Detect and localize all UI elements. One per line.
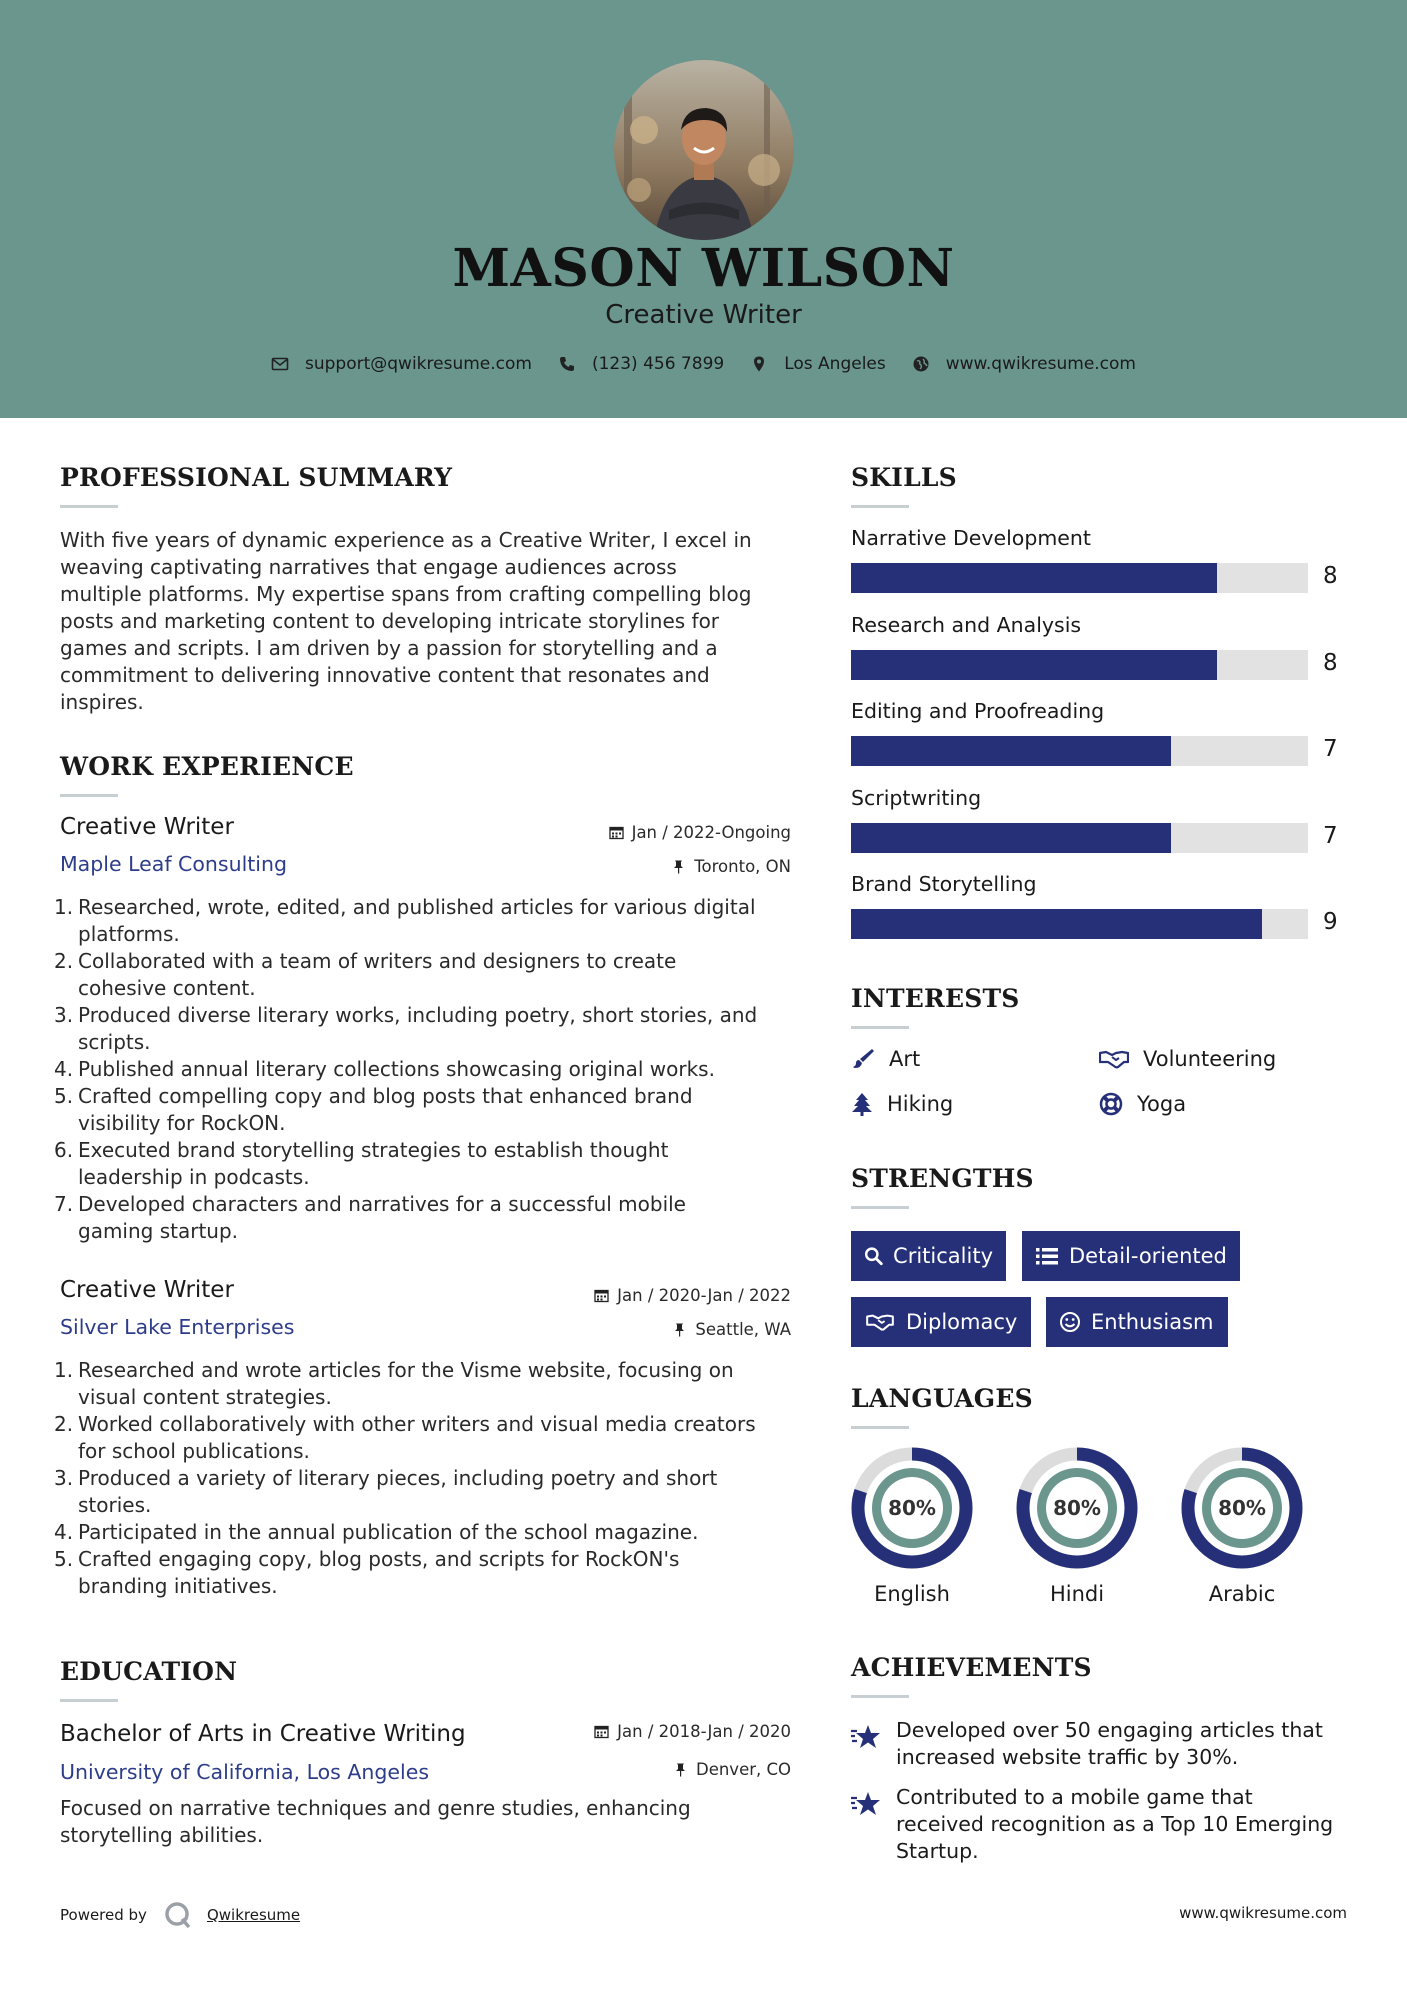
map-pin-icon — [750, 355, 768, 373]
company-name[interactable]: Silver Lake Enterprises — [60, 1315, 295, 1339]
education-line: Focused on narrative techniques and genre studies, enhancing — [60, 1796, 691, 1820]
skill-value: 7 — [1323, 736, 1338, 762]
list-item: 4. Published annual literary collections showcasing original works. — [54, 1057, 715, 1081]
job-dates-text: Jan / 2022-Ongoing — [631, 823, 791, 842]
contact-email[interactable] — [271, 354, 532, 374]
summary-line: games and scripts. I am driven by a passion for storytelling and a — [60, 636, 718, 660]
education-dates — [500, 1722, 791, 1741]
strength-label: Detail-oriented — [1069, 1244, 1227, 1268]
phone-text: (123) 456 7899 — [591, 354, 725, 374]
email-text: support@qwikresume.com — [305, 354, 532, 374]
job-location-text: Seattle, WA — [695, 1320, 791, 1339]
achievement-line: increased website traffic by 30%. — [896, 1745, 1239, 1769]
experience-heading: WORK EXPERIENCE — [60, 752, 354, 781]
interest-label: Volunteering — [1143, 1047, 1277, 1071]
contact-website[interactable] — [912, 354, 1136, 374]
website-text: www.qwikresume.com — [945, 354, 1136, 374]
job-location — [500, 857, 791, 876]
pushpin-icon — [672, 1322, 687, 1337]
calendar-icon — [594, 1724, 609, 1739]
skill-bar-fill — [851, 650, 1217, 680]
strength-label: Diplomacy — [906, 1310, 1018, 1334]
handshake-icon — [864, 1311, 896, 1333]
language-percent: 80% — [1053, 1496, 1101, 1520]
interests-heading: INTERESTS — [851, 984, 1020, 1013]
list-item: 5. Crafted compelling copy and blog posts that enhanced brand visibility for RockON. — [54, 1084, 693, 1135]
strength-tag — [851, 1231, 1006, 1281]
job-title: Creative Writer — [60, 814, 234, 840]
strengths-heading: STRENGTHS — [851, 1164, 1034, 1193]
job-dates-text: Jan / 2020-Jan / 2022 — [617, 1286, 791, 1305]
skill-name: Research and Analysis — [851, 612, 1082, 637]
list-item: 2. Worked collaboratively with other writers and visual media creators for school publications. — [54, 1412, 756, 1463]
strength-tag — [851, 1297, 1031, 1347]
summary-heading: PROFESSIONAL SUMMARY — [60, 463, 453, 492]
interest-label: Art — [889, 1047, 921, 1071]
calendar-icon — [594, 1288, 609, 1303]
interests-underline — [851, 1026, 909, 1029]
interest-item — [851, 1092, 953, 1116]
job-responsibilities — [54, 894, 805, 1245]
envelope-icon — [271, 355, 289, 373]
list-item: 7. Developed characters and narratives for a successful mobile gaming startup. — [54, 1192, 686, 1243]
interest-item — [1099, 1092, 1186, 1116]
skill-bar-track — [851, 736, 1308, 766]
skill-bar-fill — [851, 736, 1171, 766]
list-item: 6. Executed brand storytelling strategies to establish thought leadership in podcasts. — [54, 1138, 669, 1189]
skill-bar-track — [851, 823, 1308, 853]
summary-line: multiple platforms. My expertise spans from crafting compelling blog — [60, 582, 752, 606]
summary-underline — [60, 505, 118, 508]
education-heading: EDUCATION — [60, 1657, 238, 1686]
language-ring — [851, 1447, 973, 1569]
experience-underline — [60, 794, 118, 797]
skill-value: 9 — [1323, 909, 1338, 935]
summary-text — [60, 527, 800, 716]
achievement-line: Developed over 50 engaging articles that — [896, 1718, 1323, 1742]
location-text: Los Angeles — [784, 354, 886, 374]
job-location — [500, 1320, 791, 1339]
skill-value: 8 — [1323, 563, 1338, 589]
globe-icon — [912, 355, 930, 373]
lifering-icon — [1099, 1092, 1123, 1116]
list-item: 3. Produced diverse literary works, including poetry, short stories, and scripts. — [54, 1003, 758, 1054]
skills-underline — [851, 505, 909, 508]
skill-name: Brand Storytelling — [851, 872, 1037, 896]
school-name[interactable]: University of California, Los Angeles — [60, 1760, 430, 1784]
language-percent: 80% — [1218, 1496, 1266, 1520]
achievement-line: received recognition as a Top 10 Emerging — [896, 1812, 1334, 1836]
languages-heading: LANGUAGES — [851, 1384, 1033, 1413]
footer-website[interactable]: www.qwikresume.com — [1179, 1904, 1347, 1922]
tree-icon — [851, 1092, 873, 1116]
powered-by-text: Powered by — [60, 1906, 147, 1924]
skill-value: 7 — [1323, 822, 1338, 849]
education-description — [60, 1795, 800, 1849]
skill-bar-fill — [851, 909, 1262, 939]
candidate-role: Creative Writer — [605, 300, 802, 330]
languages-underline — [851, 1426, 909, 1429]
brand-link[interactable]: Qwikresume — [206, 1906, 301, 1924]
degree-title: Bachelor of Arts in Creative Writing — [60, 1721, 466, 1747]
language-percent: 80% — [888, 1496, 936, 1520]
contact-phone[interactable] — [558, 354, 724, 374]
strength-label: Enthusiasm — [1091, 1310, 1214, 1334]
list-item: 3. Produced a variety of literary pieces, including poetry and short stories. — [54, 1466, 718, 1517]
list-item: 1. Researched, wrote, edited, and published articles for various digital platforms. — [54, 895, 756, 946]
skill-name: Narrative Development — [851, 526, 1091, 550]
job-dates — [500, 1286, 791, 1305]
profile-photo — [614, 60, 794, 240]
education-dates-text: Jan / 2018-Jan / 2020 — [617, 1722, 791, 1741]
strength-label: Criticality — [893, 1244, 993, 1268]
education-line: storytelling abilities. — [60, 1823, 264, 1847]
language-name: Hindi — [1049, 1582, 1105, 1606]
language-ring — [1016, 1447, 1138, 1569]
skill-bar-fill — [851, 563, 1217, 593]
strengths-underline — [851, 1206, 909, 1209]
contact-location — [750, 354, 886, 374]
achievements-underline — [851, 1695, 909, 1698]
language-ring — [1181, 1447, 1303, 1569]
education-location-text: Denver, CO — [695, 1760, 791, 1779]
summary-line: With five years of dynamic experience as a Creative Writer, I excel in — [60, 528, 752, 552]
phone-icon — [558, 355, 576, 373]
job-dates — [500, 823, 791, 842]
list-item: 2. Collaborated with a team of writers and designers to create cohesive content. — [54, 949, 677, 1000]
pushpin-icon — [671, 859, 686, 874]
skills-heading: SKILLS — [851, 463, 957, 492]
list-item: 4. Participated in the annual publication of the school magazine. — [54, 1520, 699, 1544]
contact-bar — [0, 354, 1407, 374]
education-location — [500, 1760, 791, 1779]
strength-tag — [1022, 1231, 1240, 1281]
skill-bar-fill — [851, 823, 1171, 853]
achievement-item — [896, 1784, 1356, 1865]
achievements-heading: ACHIEVEMENTS — [851, 1653, 1092, 1682]
job-location-text: Toronto, ON — [694, 857, 791, 876]
list-item: 5. Crafted engaging copy, blog posts, and scripts for RockON's branding initiatives. — [54, 1547, 680, 1598]
skill-bar-track — [851, 563, 1308, 593]
summary-line: weaving captivating narratives that engage audiences across — [60, 555, 677, 579]
pushpin-icon — [673, 1762, 688, 1777]
skill-value: 8 — [1323, 649, 1338, 676]
star-badge-icon — [850, 1789, 882, 1819]
summary-line: posts and marketing content to developing intricate storylines for — [60, 609, 720, 633]
strength-tag — [1046, 1297, 1228, 1347]
star-badge-icon — [850, 1722, 882, 1752]
achievement-line: Startup. — [896, 1839, 979, 1863]
candidate-name: MASON WILSON — [452, 238, 955, 299]
handshake-icon — [1099, 1047, 1129, 1071]
list-icon — [1035, 1245, 1059, 1267]
smile-icon — [1059, 1311, 1081, 1333]
paintbrush-icon — [851, 1047, 875, 1071]
summary-line: inspires. — [60, 690, 144, 714]
language-name: Arabic — [1208, 1582, 1276, 1606]
interest-label: Yoga — [1137, 1092, 1187, 1116]
education-underline — [60, 1699, 118, 1702]
resume-header — [0, 0, 1407, 418]
interest-item — [1099, 1047, 1276, 1071]
calendar-icon — [609, 825, 624, 840]
qwikresume-logo-icon — [163, 1900, 193, 1930]
skill-bar-track — [851, 909, 1308, 939]
job-title: Creative Writer — [60, 1277, 234, 1303]
list-item: 1. Researched and wrote articles for the Visme website, focusing on visual content strategies. — [54, 1358, 734, 1409]
search-icon — [864, 1245, 883, 1267]
job-responsibilities — [54, 1357, 805, 1600]
achievement-line: Contributed to a mobile game that — [896, 1785, 1253, 1809]
achievement-item — [896, 1717, 1356, 1771]
summary-line: commitment to delivering innovative content that resonates and — [60, 663, 710, 687]
interest-label: Hiking — [887, 1092, 954, 1116]
interest-item — [851, 1047, 920, 1071]
skill-bar-track — [851, 650, 1308, 680]
skill-name: Editing and Proofreading — [851, 699, 1105, 723]
skill-name: Scriptwriting — [851, 785, 982, 810]
language-name: English — [874, 1582, 950, 1606]
company-name[interactable]: Maple Leaf Consulting — [60, 852, 288, 876]
footer-powered-by — [60, 1900, 300, 1930]
